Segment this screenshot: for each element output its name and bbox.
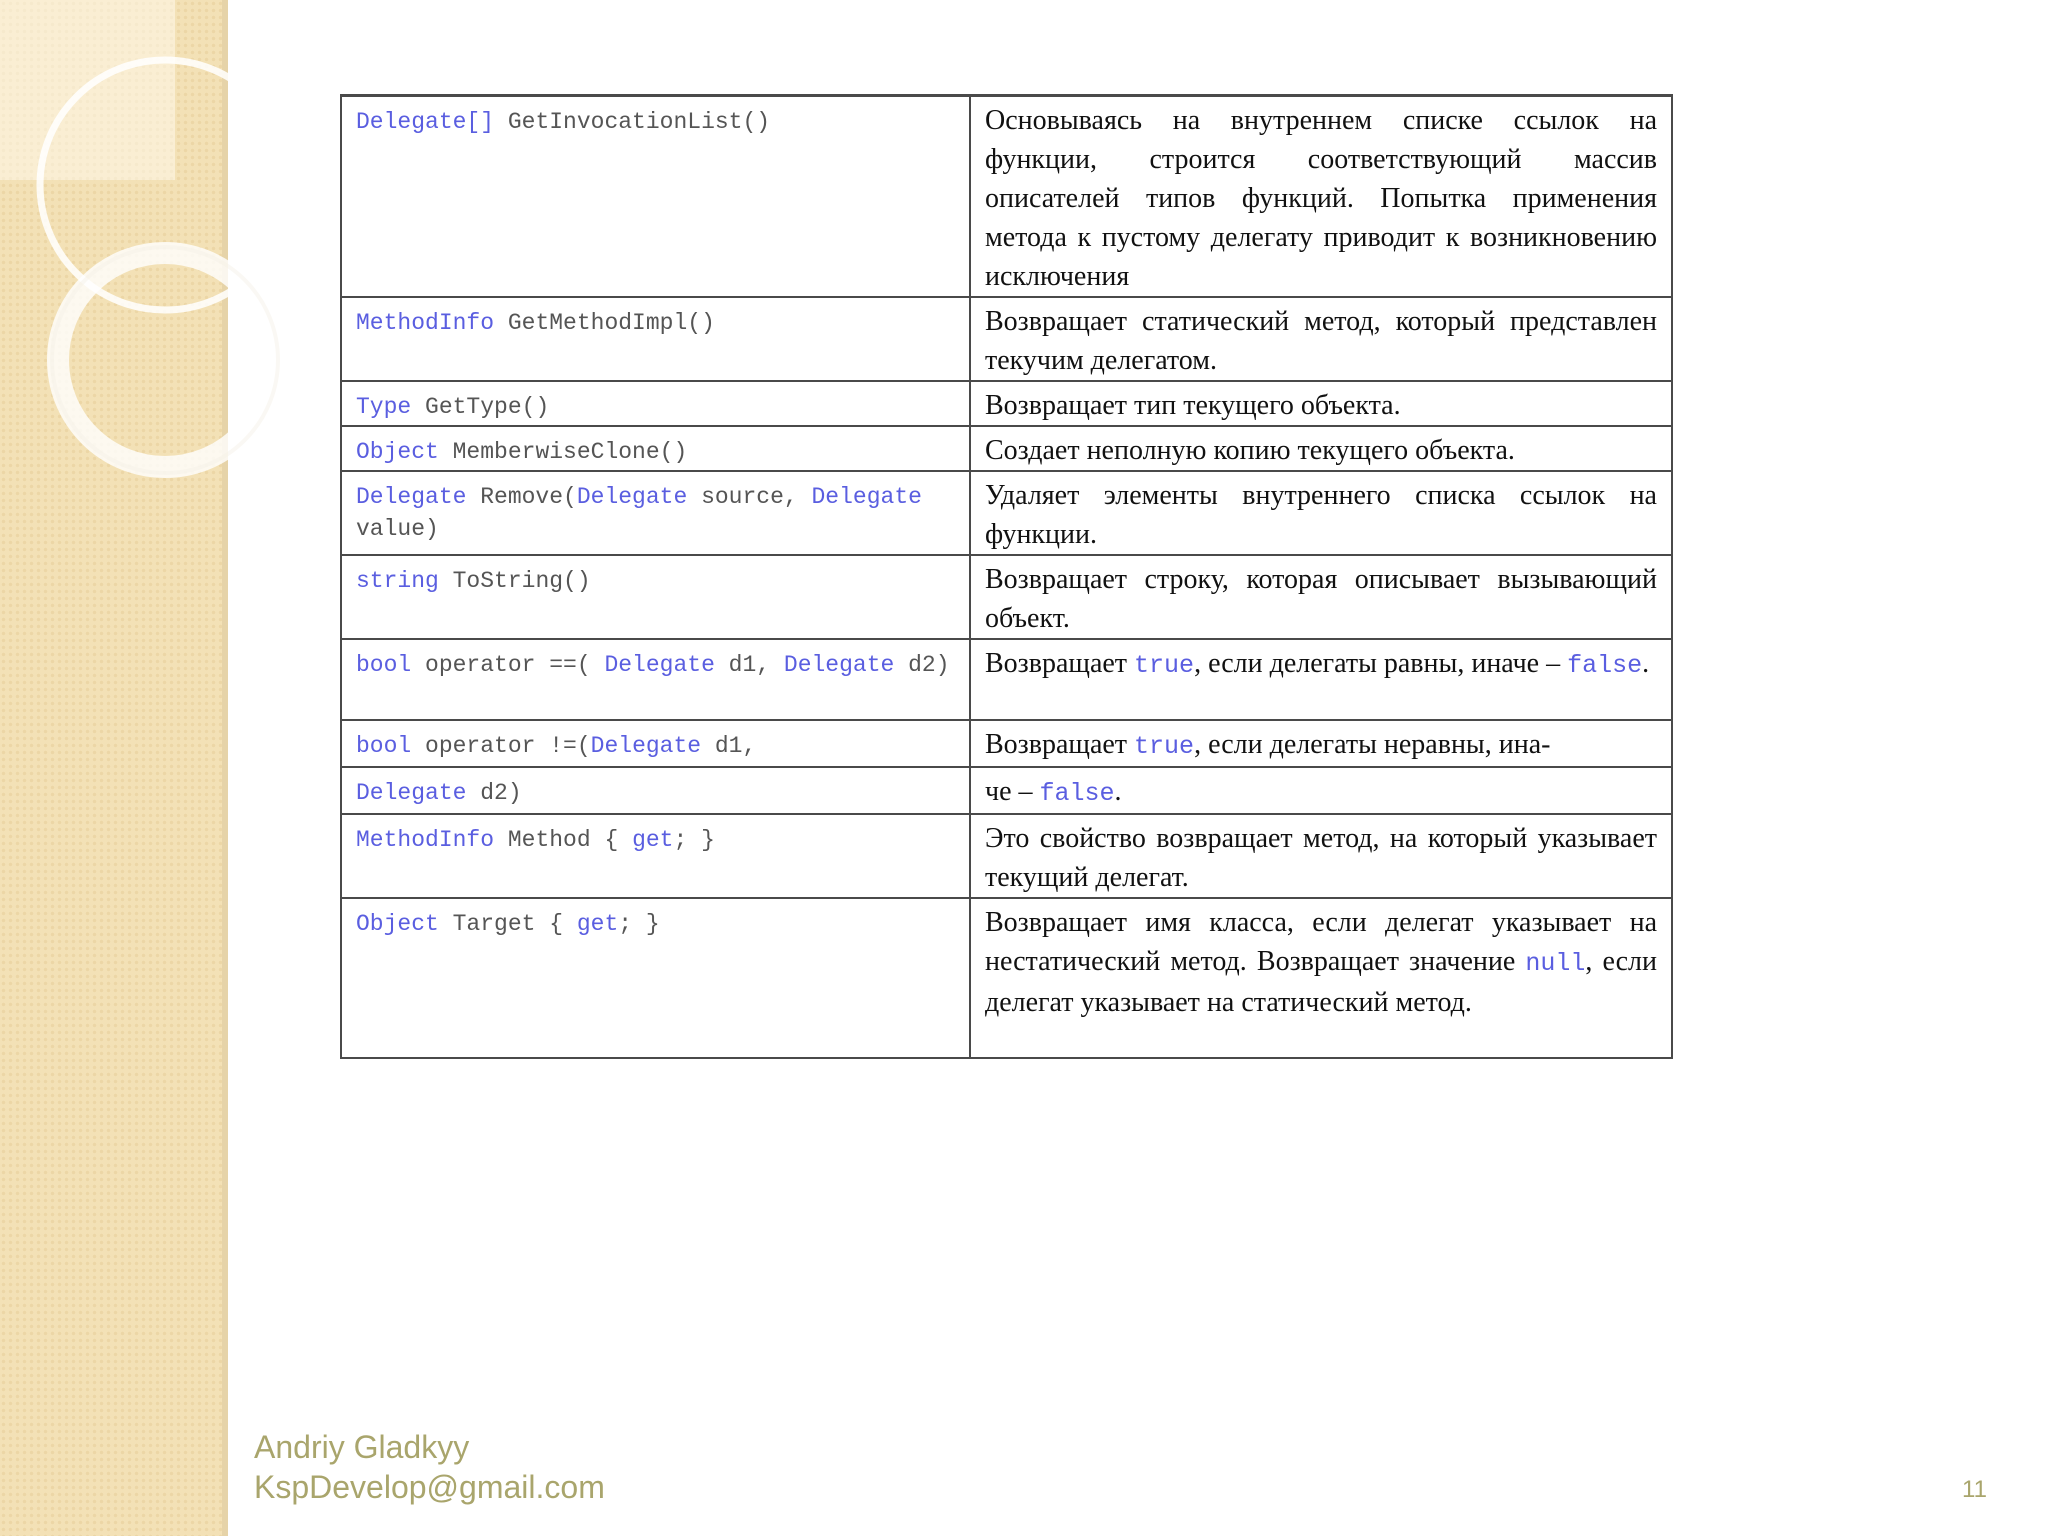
code-text: d1,: [701, 733, 757, 759]
description-text: Это свойство возвращает метод, на который указывает текущий делегат.: [985, 823, 1657, 893]
table-row: [341, 767, 1672, 814]
code-keyword: Delegate: [811, 484, 922, 510]
method-description-cell: [970, 471, 1672, 555]
code-text: ; }: [673, 827, 715, 853]
method-signature-cell: [341, 639, 970, 720]
method-description-cell: [970, 96, 1672, 298]
method-signature-cell: [341, 898, 970, 1058]
description-text: Возвращает статический метод, который представлен текучим делегатом.: [985, 306, 1657, 376]
table-row: [341, 814, 1672, 898]
method-description-cell: [970, 639, 1672, 720]
code-text: operator ==(: [411, 652, 605, 678]
code-keyword: Object: [356, 439, 439, 465]
code-text: value): [356, 516, 439, 542]
code-keyword: Delegate: [356, 780, 467, 806]
code-text: GetType(): [411, 394, 550, 420]
description-text: Создает неполную копию текущего объекта.: [985, 435, 1515, 466]
code-text: MemberwiseClone(): [438, 439, 688, 465]
ring-medium: [58, 253, 272, 467]
method-signature-cell: [341, 297, 970, 381]
table-row: [341, 720, 1672, 767]
code-text: ToString(): [438, 568, 591, 594]
method-description-cell: [970, 814, 1672, 898]
method-signature-cell: [341, 426, 970, 471]
delegate-methods-table: [340, 94, 1673, 1059]
method-signature-cell: [341, 767, 970, 814]
method-description-cell: [970, 898, 1672, 1058]
table-row: [341, 426, 1672, 471]
table-row: [341, 96, 1672, 298]
inline-code: true: [1134, 651, 1195, 680]
table-row: [341, 297, 1672, 381]
code-text: d1,: [714, 652, 784, 678]
code-text: Method {: [494, 827, 633, 853]
code-keyword: MethodInfo: [356, 310, 495, 336]
description-text: Возвращает тип текущего объекта.: [985, 390, 1401, 421]
method-description-cell: [970, 555, 1672, 639]
method-description-cell: [970, 767, 1672, 814]
description-text: Возвращает: [985, 729, 1135, 760]
code-keyword: get: [576, 911, 619, 937]
method-signature-cell: [341, 381, 970, 426]
footer-author: Andriy Gladkyy: [254, 1429, 470, 1465]
inline-code: true: [1134, 732, 1195, 761]
table-row: [341, 471, 1672, 555]
description-text: Возвращает имя класса, если делегат указывает на нестатический метод. Возвращает значение: [985, 907, 1657, 977]
description-text: , если делегат указывает на статический метод.: [985, 946, 1657, 1018]
code-keyword: Delegate: [576, 484, 688, 510]
code-keyword: get: [632, 827, 674, 853]
method-description-cell: [970, 720, 1672, 767]
description-text: Возвращает: [985, 648, 1135, 679]
code-keyword: Delegate: [590, 733, 702, 759]
method-signature-cell: [341, 96, 970, 298]
method-signature-cell: [341, 555, 970, 639]
code-keyword: MethodInfo: [356, 827, 495, 853]
description-text: Удаляет элементы внутреннего списка ссылок на функции.: [985, 480, 1657, 550]
code-keyword: Type: [356, 394, 412, 420]
description-text: .: [1114, 776, 1122, 807]
footer-email: KspDevelop@gmail.com: [254, 1469, 605, 1505]
description-text: Основываясь на внутреннем списке ссылок на функции, строится соответствующий массив описателей типов функций. Попытка применения метода к пустому делегату приводит к возникновению исключения: [985, 105, 1657, 292]
code-text: source,: [687, 484, 812, 510]
code-text: d2): [466, 780, 522, 806]
description-text: Возвращает строку, которая описывает вызывающий объект.: [985, 564, 1657, 634]
code-keyword: string: [356, 568, 439, 594]
code-text: Remove(: [466, 484, 577, 510]
code-text: ; }: [618, 911, 660, 937]
code-text: Target {: [438, 911, 577, 937]
method-description-cell: [970, 426, 1672, 471]
table-row: [341, 381, 1672, 426]
description-text: че –: [985, 776, 1040, 807]
method-signature-cell: [341, 814, 970, 898]
decorative-rings: [0, 0, 320, 520]
code-text: operator !=(: [411, 733, 591, 759]
table-row: [341, 639, 1672, 720]
method-description-cell: [970, 381, 1672, 426]
description-text: .: [1642, 648, 1650, 679]
code-text: d2): [894, 652, 950, 678]
code-keyword: Delegate[]: [356, 109, 495, 135]
code-keyword: Delegate: [356, 484, 467, 510]
code-keyword: Delegate: [783, 652, 895, 678]
page-number: 11: [1962, 1476, 1987, 1503]
inline-code: null: [1525, 949, 1586, 978]
ring-large: [40, 60, 290, 310]
description-text: , если делегаты равны, иначе –: [1194, 648, 1568, 679]
table-row: [341, 898, 1672, 1058]
code-text: GetMethodImpl(): [494, 310, 715, 336]
method-signature-cell: [341, 471, 970, 555]
table-row: [341, 555, 1672, 639]
description-text: , если делегаты неравны, ина-: [1194, 729, 1551, 760]
inline-code: false: [1567, 651, 1643, 680]
code-keyword: Delegate: [604, 652, 715, 678]
code-keyword: bool: [356, 652, 412, 678]
code-text: GetInvocationList(): [494, 109, 771, 135]
inline-code: false: [1039, 779, 1115, 808]
table-body: [341, 96, 1672, 1059]
code-keyword: Object: [356, 911, 439, 937]
method-signature-cell: [341, 720, 970, 767]
code-keyword: bool: [356, 733, 412, 759]
method-description-cell: [970, 297, 1672, 381]
